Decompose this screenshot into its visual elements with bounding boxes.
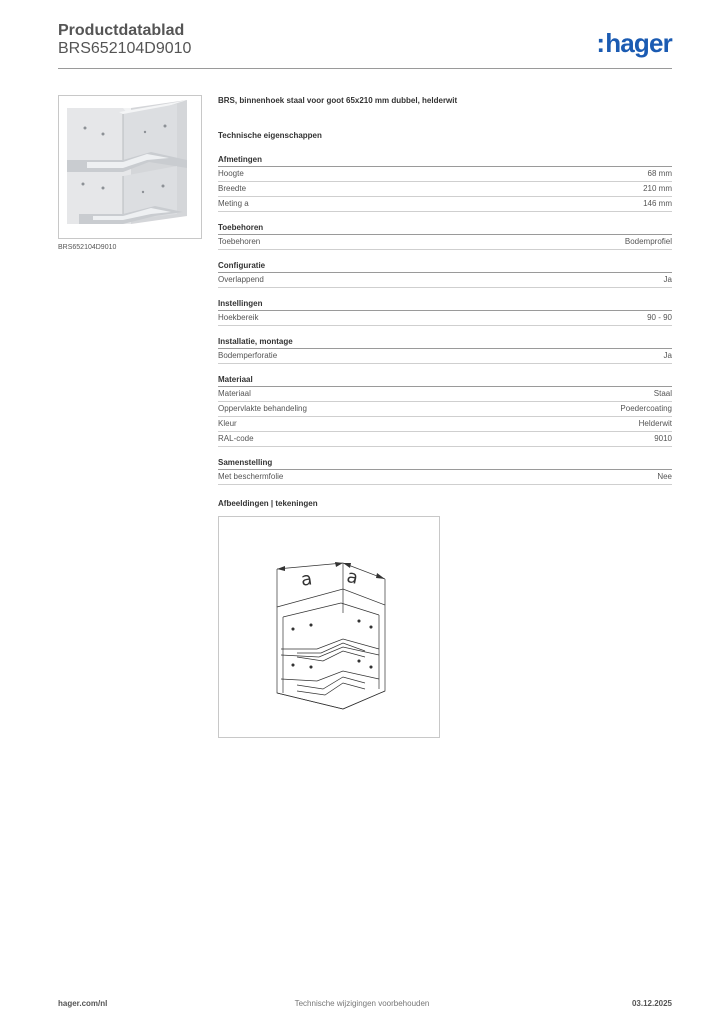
property-value: Ja	[663, 351, 672, 360]
property-row	[218, 387, 672, 402]
property-row	[218, 311, 672, 326]
property-row	[218, 235, 672, 250]
property-row	[218, 197, 672, 212]
product-heading: BRS, binnenhoek staal voor goot 65x210 mm dubbel, helderwit	[218, 96, 458, 105]
group-title: Instellingen	[218, 298, 672, 311]
property-label: Bodemperforatie	[218, 351, 278, 360]
property-value: 146 mm	[643, 199, 672, 208]
main-content	[218, 96, 672, 738]
footer-notice: Technische wijzigingen voorbehouden	[294, 999, 430, 1008]
group-title: Toebehoren	[218, 222, 672, 235]
product-photo-illustration	[59, 96, 201, 238]
technical-drawing	[218, 516, 440, 738]
product-photo	[58, 95, 202, 239]
property-label: Oppervlakte behandeling	[218, 404, 307, 413]
group-installatie-montage	[218, 336, 672, 364]
property-value: 90 - 90	[647, 313, 672, 322]
property-value: Poedercoating	[620, 404, 672, 413]
footer-date: 03.12.2025	[631, 999, 672, 1008]
property-label: Overlappend	[218, 275, 264, 284]
property-label: Met beschermfolie	[218, 472, 284, 481]
property-label: Kleur	[218, 419, 237, 428]
property-value: 9010	[654, 434, 672, 443]
property-row	[218, 182, 672, 197]
property-label: Breedte	[218, 184, 247, 193]
group-title: Installatie, montage	[218, 336, 672, 349]
dim-label-a-right: a	[344, 565, 361, 589]
property-row	[218, 432, 672, 447]
group-title: Materiaal	[218, 374, 672, 387]
property-value: Ja	[663, 275, 672, 284]
group-title: Configuratie	[218, 260, 672, 273]
property-label: Toebehoren	[218, 237, 261, 246]
property-value: Staal	[653, 389, 672, 398]
property-row	[218, 470, 672, 485]
product-code: BRS652104D9010	[58, 40, 192, 57]
photo-caption: BRS652104D9010	[58, 244, 117, 251]
property-label: Hoogte	[218, 169, 244, 178]
group-toebehoren	[218, 222, 672, 250]
group-title: Samenstelling	[218, 457, 672, 470]
group-instellingen	[218, 298, 672, 326]
property-label: Meting a	[218, 199, 249, 208]
header-divider	[58, 68, 672, 69]
property-label: RAL-code	[218, 434, 254, 443]
group-samenstelling	[218, 457, 672, 485]
group-materiaal	[218, 374, 672, 447]
dim-label-a-left: a	[299, 568, 314, 591]
group-title: Afmetingen	[218, 154, 672, 167]
hager-logo: :hager	[596, 28, 672, 58]
images-heading: Afbeeldingen | tekeningen	[218, 499, 318, 508]
footer-website: hager.com/nl	[58, 999, 108, 1008]
group-afmetingen	[218, 154, 672, 212]
property-value: Nee	[657, 472, 672, 481]
page-title: Productdatablad	[58, 22, 185, 39]
property-row	[218, 417, 672, 432]
logo-text: hager	[605, 28, 672, 58]
property-value: Bodemprofiel	[624, 237, 672, 246]
property-value: 68 mm	[647, 169, 672, 178]
tech-properties-heading: Technische eigenschappen	[218, 131, 322, 140]
property-row	[218, 167, 672, 182]
property-value: Helderwit	[638, 419, 672, 428]
technical-drawing-svg	[219, 517, 439, 737]
property-row	[218, 273, 672, 288]
property-value: 210 mm	[643, 184, 672, 193]
property-label: Hoekbereik	[218, 313, 259, 322]
property-row	[218, 349, 672, 364]
property-label: Materiaal	[218, 389, 251, 398]
group-configuratie	[218, 260, 672, 288]
property-row	[218, 402, 672, 417]
